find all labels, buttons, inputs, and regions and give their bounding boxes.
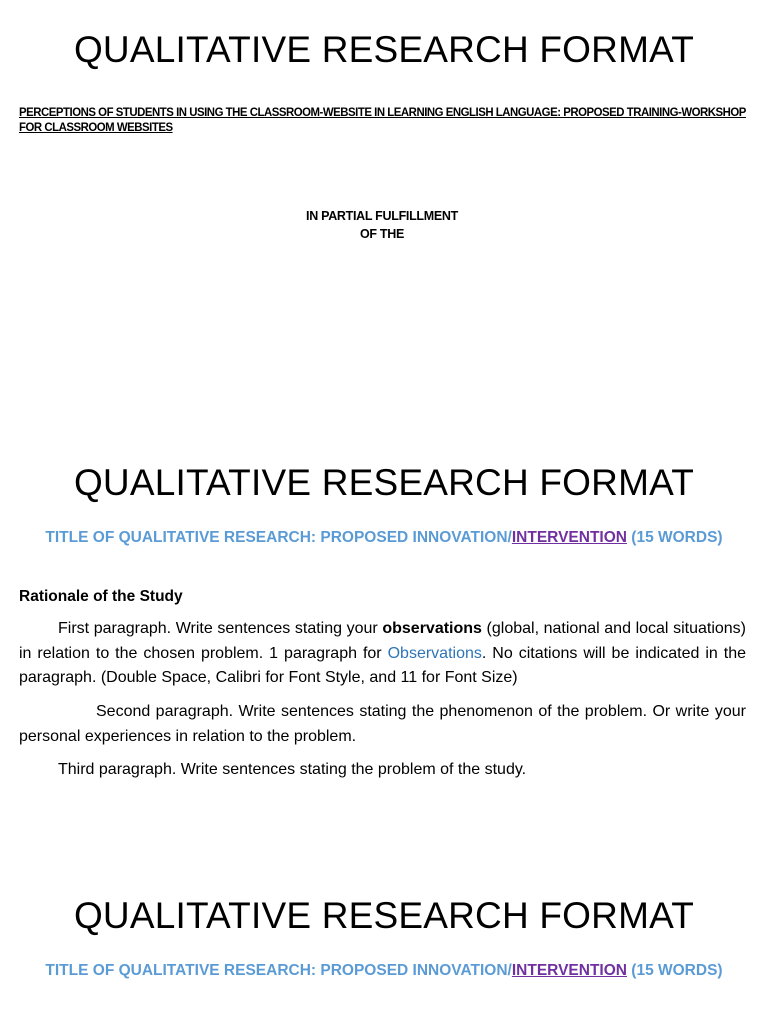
word-count-note: (15 WORDS) xyxy=(626,529,723,546)
slide-3-title: QUALITATIVE RESEARCH FORMAT xyxy=(73,895,695,936)
slide-1-title: QUALITATIVE RESEARCH FORMAT xyxy=(73,29,695,70)
paragraph-3: Third paragraph. Write sentences stating the problem of the study. xyxy=(58,761,527,778)
rationale-heading: Rationale of the Study xyxy=(19,588,183,605)
slide-2-research-title xyxy=(0,528,768,548)
intervention-link[interactable]: INTERVENTION xyxy=(511,962,627,979)
para1-text-end: . No citations will be indicated in the paragraph. (Double Space, Calibri for Font Style, and 11 for Font Size) xyxy=(19,644,746,686)
fulfillment-line-2: OF THE xyxy=(359,227,405,241)
research-title-text: TITLE OF QUALITATIVE RESEARCH: PROPOSED INNOVATION/ xyxy=(45,529,512,546)
paragraph-2: Second paragraph. Write sentences stating the phenomenon of the problem. Or write your personal experiences in relation to the problem. xyxy=(19,703,746,745)
para1-observations-bold: observations xyxy=(382,620,482,637)
word-count-note: (15 WORDS) xyxy=(626,962,723,979)
fulfillment-line-1: IN PARTIAL FULFILLMENT xyxy=(306,209,458,223)
research-title-text: TITLE OF QUALITATIVE RESEARCH: PROPOSED INNOVATION/ xyxy=(45,962,512,979)
slide-3 xyxy=(0,866,768,1024)
slide-1-research-title: PERCEPTIONS OF STUDENTS IN USING THE CLASSROOM-WEBSITE IN LEARNING ENGLISH LANGUAGE: PROPOSED TRAINING-WORKSHOP FOR CLASSROOM WEBSITES xyxy=(19,105,746,134)
para1-text-mid: (global, national and local situations) in relation to the chosen problem. 1 paragraph for xyxy=(19,620,746,662)
slide-2 xyxy=(0,433,768,863)
slide-1 xyxy=(0,0,768,430)
para1-observations-blue: Observations xyxy=(387,644,482,662)
paragraph-1 xyxy=(19,617,746,691)
para1-text-start: First paragraph. Write sentences stating your xyxy=(58,620,383,637)
slide-2-title: QUALITATIVE RESEARCH FORMAT xyxy=(73,462,695,503)
slide-3-research-title xyxy=(0,961,768,981)
intervention-link[interactable]: INTERVENTION xyxy=(511,529,627,546)
